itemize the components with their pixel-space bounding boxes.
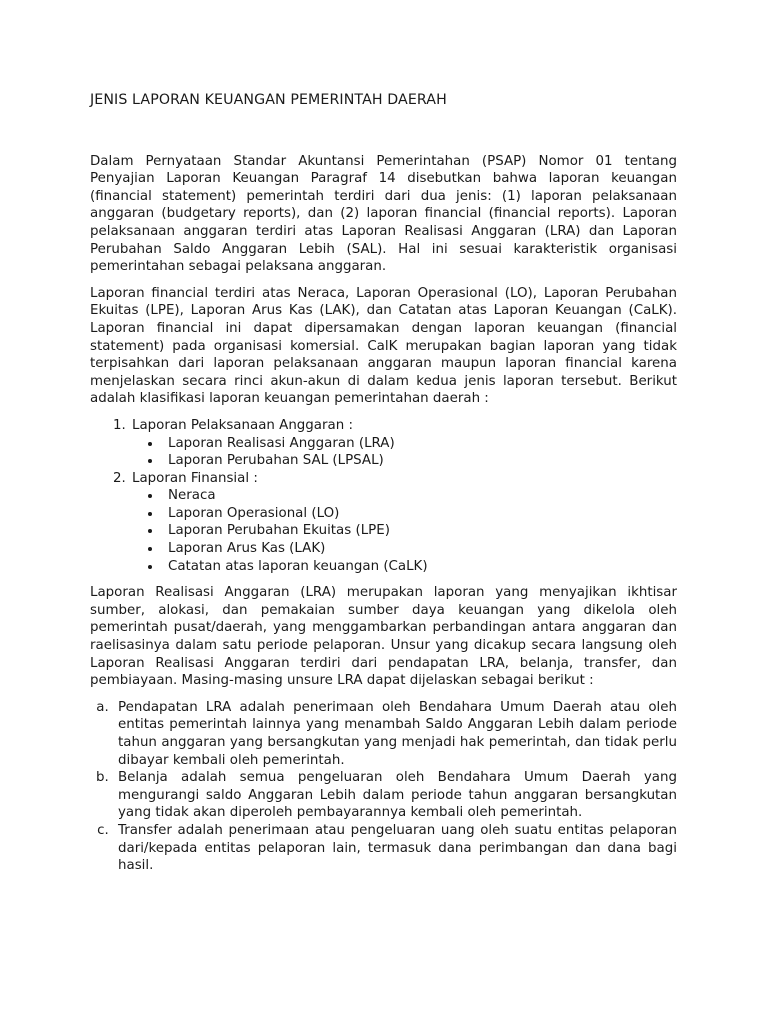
- list-item-label: Laporan Finansial :: [132, 470, 258, 486]
- document-page: [90, 92, 677, 875]
- list-item: • Catatan atas laporan keuangan (CaLK): [162, 558, 677, 576]
- document-title: JENIS LAPORAN KEUANGAN PEMERINTAH DAERAH: [90, 92, 447, 108]
- list-item: • Laporan Perubahan SAL (LPSAL): [162, 452, 677, 470]
- financial-reports-sublist: [132, 487, 677, 575]
- list-item: • Neraca: [162, 487, 677, 505]
- list-item: • Laporan Realisasi Anggaran (LRA): [162, 435, 677, 453]
- list-item-budget-reports: [130, 417, 677, 470]
- list-item-pendapatan: a. Pendapatan LRA adalah penerimaan oleh Bendahara Umum Daerah atau oleh entitas pemerintah lainnya yang menambah Saldo Anggaran Lebih dalam periode tahun anggaran yang bersangkutan yang menjadi hak pemerintah, dan tidak perlu dibayar kembali oleh pemerintah.: [113, 699, 677, 769]
- list-item: • Laporan Perubahan Ekuitas (LPE): [162, 522, 677, 540]
- list-item: • Laporan Operasional (LO): [162, 505, 677, 523]
- budget-reports-sublist: [132, 435, 677, 470]
- lra-elements-list: [90, 699, 677, 875]
- list-item: • Laporan Arus Kas (LAK): [162, 540, 677, 558]
- list-item-financial-reports: [130, 470, 677, 576]
- list-item-label: Laporan Pelaksanaan Anggaran :: [132, 417, 353, 433]
- paragraph-psap-intro: Dalam Pernyataan Standar Akuntansi Pemerintahan (PSAP) Nomor 01 tentang Penyajian Laporan Keuangan Paragraf 14 disebutkan bahwa laporan keuangan (financial statement) pemerintah terdiri dari dua jenis: (1) laporan pelaksanaan anggaran (budgetary reports), dan (2) laporan financial (financial reports). Laporan pelaksanaan anggaran terdiri atas Laporan Realisasi Anggaran (LRA) dan Laporan Perubahan Saldo Anggaran Lebih (SAL). Hal ini sesuai karakteristik organisasi pemerintahan sebagai pelaksana anggaran.: [90, 153, 677, 275]
- list-item-belanja: b. Belanja adalah semua pengeluaran oleh Bendahara Umum Daerah yang mengurangi saldo Anggaran Lebih dalam periode tahun anggaran bersangkutan yang tidak akan diperoleh pembayarannya kembali oleh pemerintah.: [113, 769, 677, 822]
- classification-list: [90, 417, 677, 575]
- paragraph-lra-definition: Laporan Realisasi Anggaran (LRA) merupakan laporan yang menyajikan ikhtisar sumber, alokasi, dan pemakaian sumber daya keuangan yang dikelola oleh pemerintah pusat/daerah, yang menggambarkan perbandingan antara anggaran dan raelisasinya dalam satu periode pelaporan. Unsur yang dicakup secara langsung oleh Laporan Realisasi Anggaran terdiri dari pendapatan LRA, belanja, transfer, dan pembiayaan. Masing-masing unsure LRA dapat dijelaskan sebagai berikut :: [90, 585, 677, 689]
- paragraph-financial-reports: Laporan financial terdiri atas Neraca, Laporan Operasional (LO), Laporan Perubahan Ekuitas (LPE), Laporan Arus Kas (LAK), dan Catatan atas Laporan Keuangan (CaLK). Laporan financial ini dapat dipersamakan dengan laporan keuangan (financial statement) pada organisasi komersial. CalK merupakan bagian laporan yang tidak terpisahkan dari laporan pelaksanaan anggaran maupun laporan financial karena menjelaskan secara rinci akun-akun di dalam kedua jenis laporan tersebut. Berikut adalah klasifikasi laporan keuangan pemerintahan daerah :: [90, 285, 677, 407]
- list-item-transfer: c. Transfer adalah penerimaan atau pengeluaran uang oleh suatu entitas pelaporan dari/kepada entitas pelaporan lain, termasuk dana perimbangan dan dana bagi hasil.: [113, 822, 677, 875]
